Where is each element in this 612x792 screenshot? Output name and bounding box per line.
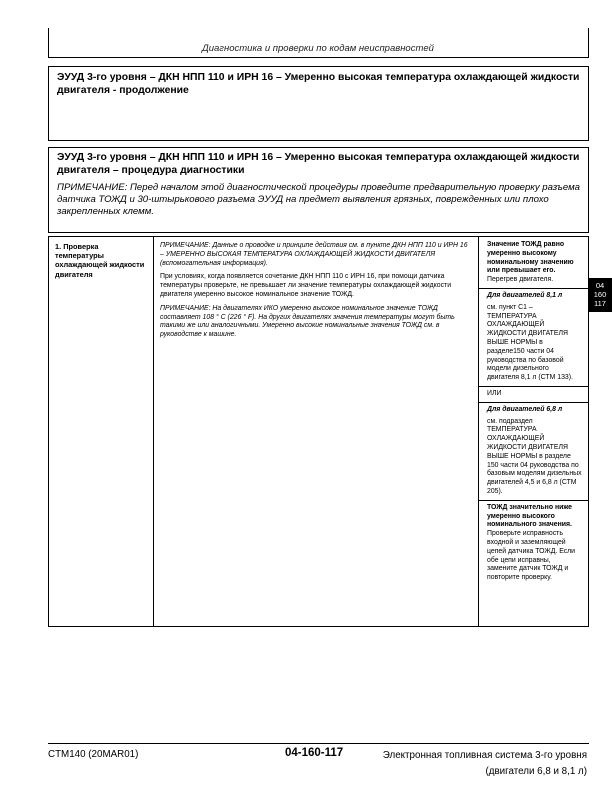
engine-68-label: Для двигателей 6,8 л [487,405,563,413]
footer-manual-title-line2: (двигатели 6,8 и 8,1 л) [485,766,587,777]
result-low-condition: ТОЖД значительно ниже умеренно высокого номинального значения. [487,503,572,529]
header-rule [48,57,589,58]
page-header-title: Диагностика и проверки по кодам неисправностей [202,43,434,54]
section-tab-line1: 04 [595,281,605,290]
step-note-nominal: ПРИМЕЧАНИЕ: На двигателях ИКО умеренно высокое номинальное значение ТОЖД составляет 108 ° C (226 ° F). На других двигателях значения температуры могут быть такими же или аналогичными. Умеренно высокие номинальные значения ТОЖД см. в руководстве к машине. [160,304,455,339]
step-title-cell [49,237,153,626]
footer-rule [48,743,589,744]
section-tab-line2: 160 [593,290,607,299]
section-tab [588,278,612,312]
result-high-text: Перегрев двигателя. [487,276,554,284]
section-continued-box [48,66,589,141]
result-low-text: Проверьте исправность входной и заземляющей цепей датчика ТОЖД. Если обе цепи исправны, замените датчик ТОЖД и повторите проверку. [487,530,576,582]
step-note-wiring: ПРИМЕЧАНИЕ: Данные о проводке и принципе действия см. в пункте ДКН НПП 110 и ИРН 16 – УМЕРЕННО ВЫСОКАЯ ТЕМПЕРАТУРА ОХЛАЖДАЮЩЕЙ ЖИДКОСТИ ДВИГАТЕЛЯ (вспомогательная информация). [160,242,468,267]
result-divider [479,288,588,289]
footer-doc-id: CTM140 (20MAR01) [48,749,139,760]
result-divider [479,386,588,387]
procedure-note: ПРИМЕЧАНИЕ: Перед началом этой диагностической процедуры проведите предварительную проверку разъема датчика ТОЖД и 30-штырькового разъема ЭУУД на предмет выявления грязных, поврежденных или плохо закрепленных клемм. [57,182,580,218]
footer-manual-title [372,748,587,780]
result-high-condition: Значение ТОЖД равно умеренно высокому номинальному значению или превышает его. [487,241,574,275]
engine-81-label: Для двигателей 8,1 л [487,291,563,299]
procedure-box [48,147,589,233]
step-title: 1. Проверка температуры охлаждающей жидкости двигателя [55,242,145,279]
right-border-line [588,28,589,58]
result-divider [479,500,588,501]
footer-page-number: 04-160-117 [285,747,344,759]
result-divider [479,402,588,403]
step-instructions-cell [153,237,478,626]
step-results-cell [478,237,588,626]
engine-68-reference: см. подраздел ТЕМПЕРАТУРА ОХЛАЖДАЮЩЕЙ ЖИДКОСТИ ДВИГАТЕЛЯ ВЫШЕ НОРМЫ в разделе 150 части 04 руководства по базовым моделям дизельных двигателей 4,5 и 6,8 л (СТМ 205). [487,417,582,495]
procedure-title: ЭУУД 3-го уровня – ДКН НПП 110 и ИРН 16 – Умеренно высокая температура охлаждающей жидкости двигателя – процедура диагностики [57,152,580,176]
diagnostic-step-table [48,236,589,627]
or-label: ИЛИ [487,389,502,397]
step-instruction-text: При условиях, когда появляется сочетание ДКН НПП 110 с ИРН 16, при помощи датчика температуры проверьте, не превышает ли значение температуры охлаждающей жидкости двигателя умеренно высокое номинальное значение ТОЖД. [160,273,452,298]
section-continued-title: ЭУУД 3-го уровня – ДКН НПП 110 и ИРН 16 – Умеренно высокая температура охлаждающей жидкости двигателя - продолжение [57,72,580,96]
footer-manual-title-line1: Электронная топливная система 3-го уровня [382,750,587,761]
section-tab-line3: 117 [594,299,606,308]
engine-81-reference: см. пункт С1 – ТЕМПЕРАТУРА ОХЛАЖДАЮЩЕЙ ЖИДКОСТИ ДВИГАТЕЛЯ ВЫШЕ НОРМЫ в разделе150 части 04 руководства по базовой модели дизельного двигателя 8,1 л (СТМ 133). [487,303,573,382]
